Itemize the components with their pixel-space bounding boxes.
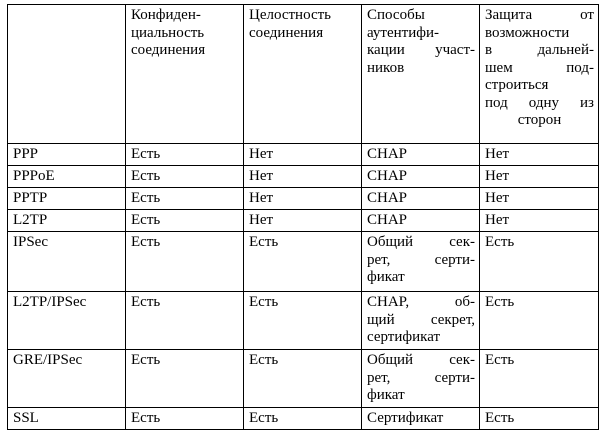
header-protection-line: Защита от <box>485 7 594 23</box>
confidentiality-cell: Есть <box>126 166 244 188</box>
protocol-cell: GRE/IPSec <box>8 350 126 408</box>
auth-line: сертификат <box>367 329 441 345</box>
table-row <box>8 188 599 210</box>
header-protection-line: шем под- <box>485 59 594 76</box>
auth-line: рет, серти- <box>367 369 475 386</box>
header-integrity <box>244 5 362 144</box>
protection-cell: Нет <box>480 166 599 188</box>
header-protection-line: в дальней- <box>485 42 594 58</box>
header-confidentiality-line: циальность <box>131 24 205 41</box>
header-integrity-line: Целостность <box>249 7 332 23</box>
integrity-cell: Есть <box>244 292 362 350</box>
table-row <box>8 210 599 232</box>
table-row <box>8 144 599 166</box>
protection-cell: Нет <box>480 188 599 210</box>
auth-line: Общий сек- <box>367 234 475 250</box>
integrity-cell: Нет <box>244 188 362 210</box>
header-protection-line: строиться <box>485 77 549 93</box>
protection-cell: Есть <box>480 292 599 350</box>
integrity-cell: Нет <box>244 210 362 232</box>
header-empty-cell <box>8 5 126 144</box>
auth-cell: CHAP <box>362 144 480 166</box>
confidentiality-cell: Есть <box>126 144 244 166</box>
header-auth-line: аутентифи- <box>367 24 439 41</box>
confidentiality-cell: Есть <box>126 408 244 430</box>
auth-cell <box>362 292 480 350</box>
confidentiality-cell: Есть <box>126 232 244 292</box>
table-row <box>8 408 599 430</box>
comparison-table <box>7 4 599 430</box>
protocol-cell: L2TP/IPSec <box>8 292 126 350</box>
confidentiality-cell: Есть <box>126 292 244 350</box>
header-confidentiality <box>126 5 244 144</box>
header-auth-line: кации участ- <box>367 42 475 58</box>
auth-cell <box>362 350 480 408</box>
auth-line: CHAP, об- <box>367 294 475 310</box>
protocol-cell: SSL <box>8 408 126 430</box>
auth-cell: Сертификат <box>362 408 480 430</box>
auth-line: фикат <box>367 387 405 403</box>
header-auth-methods <box>362 5 480 144</box>
auth-line: щий секрет, <box>367 311 475 328</box>
protocol-cell: PPTP <box>8 188 126 210</box>
auth-line: рет, серти- <box>367 251 475 268</box>
table-row <box>8 292 599 350</box>
header-protection-line: возможности <box>485 24 570 41</box>
header-auth-line: ников <box>367 59 405 76</box>
protection-cell: Есть <box>480 408 599 430</box>
integrity-cell: Нет <box>244 144 362 166</box>
auth-line: фикат <box>367 269 405 285</box>
protection-cell: Есть <box>480 350 599 408</box>
header-protection-line: под одну из <box>485 94 594 111</box>
protocol-cell: IPSec <box>8 232 126 292</box>
protocol-cell: PPP <box>8 144 126 166</box>
protection-cell: Нет <box>480 144 599 166</box>
header-auth-line: Способы <box>367 7 425 23</box>
header-confidentiality-line: соединения <box>131 42 206 58</box>
auth-cell: CHAP <box>362 166 480 188</box>
header-confidentiality-line: Конфиден- <box>131 7 201 23</box>
protection-cell: Нет <box>480 210 599 232</box>
protocol-cell: PPPoE <box>8 166 126 188</box>
header-row <box>8 5 599 144</box>
table-row <box>8 350 599 408</box>
auth-cell <box>362 232 480 292</box>
integrity-cell: Нет <box>244 166 362 188</box>
header-protection-line: сторон <box>517 112 562 128</box>
integrity-cell: Есть <box>244 232 362 292</box>
integrity-cell: Есть <box>244 408 362 430</box>
auth-line: Общий сек- <box>367 352 475 368</box>
table-row <box>8 166 599 188</box>
confidentiality-cell: Есть <box>126 188 244 210</box>
protection-cell: Есть <box>480 232 599 292</box>
protocol-cell: L2TP <box>8 210 126 232</box>
auth-cell: CHAP <box>362 210 480 232</box>
confidentiality-cell: Есть <box>126 210 244 232</box>
table-row <box>8 232 599 292</box>
header-protection <box>480 5 599 144</box>
integrity-cell: Есть <box>244 350 362 408</box>
auth-cell: CHAP <box>362 188 480 210</box>
confidentiality-cell: Есть <box>126 350 244 408</box>
header-integrity-line: соединения <box>249 24 324 41</box>
